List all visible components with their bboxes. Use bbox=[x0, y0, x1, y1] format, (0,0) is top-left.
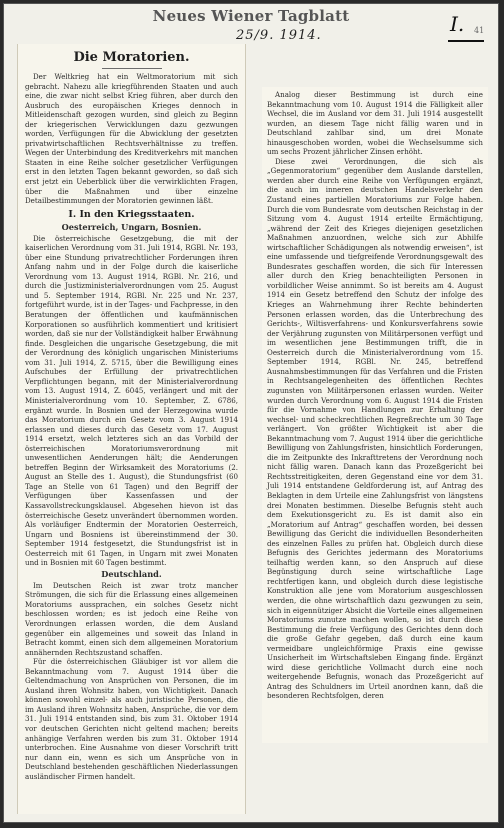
handwritten-date: 25/9. 1914. bbox=[236, 28, 322, 43]
newspaper-masthead: Neues Wiener Tagblatt bbox=[152, 7, 350, 25]
clipping-left-column bbox=[17, 44, 246, 814]
archive-mark-underline bbox=[448, 40, 484, 42]
archive-number: 41 bbox=[474, 26, 485, 35]
right-paragraph-2: Diese zwei Verordnungen, die sich als „Gegenmoratorium“ gegenüber dem Auslande darstellen, werden aber durch eine Reihe von Verfügungen ergänzt, die auch im inneren deutschen Handelsverkehr den Zustand eines partiellen Moratoriums zur Folge haben. Durch die vom Bundesrate vom deutschen Reichstag in der Sitzung vom 4. August 1914 erteilte Ermächtigung, „während der Zeit des Krieges diejenigen gesetzlichen Maßnahmen anzuordnen, welche sich zur Abhilfe wirtschaftlicher Schädigungen als notwendig erweisen“, ist eine umfassende und tiefgreifende Verordnungsgewalt des Bundesrates geschaffen worden, die sich für Interessen aller durch den Krieg benachteiligten Personen in vorbildlicher Weise annimmt. So ist bereits am 4. August 1914 ein Gesetz betreffend den Schutz der infolge des Krieges an Wahrnehmung ihrer Rechte behinderten Personen erlassen worden, das die Unterbrechung des Gerichts-, Wiltisverfahrens- und Konkursverfahrens sowie der Verjährung zugunsten von Militärpersonen verfügt und im wesentlichen jene Bestimmungen trifft, die in Oesterreich durch die Ministerialverordnung vom 15. September 1914, RGBl. Nr. 245, betreffend Ausnahmsbestimmungen für das Verfahren und die Fristen in Rechtsangelegenheiten des öffentlichen Rechtes zugunsten von Militärpersonen erlassen wurden. Weiter wurden durch Verordnung vom 6. August 1914 die Fristen für die Vornahme von Handlungen zur Erhaltung der wechsel- und scheckrechtlichen Regreßrechte um 30 Tage verlängert. Von größter Wichtigkeit ist aber die Bekanntmachung vom 7. August 1914 über die gerichtliche Bewilligung von Zahlungsfristen, hinsichtlich Forderungen, die im Zeitpunkte des Inkrafttretens der Verordnung noch nicht fällig waren. Danach kann das Prozeßgericht bei Rechtsstreitigkeiten, deren Gegenstand eine vor dem 31. Juli 1914 entstandene Geldforderung ist, auf Antrag des Beklagten in dem Urteile eine Zahlungsfrist von längstens drei Monaten bestimmen. Dieselbe Befugnis steht auch dem Exekutionsgericht zu. Es ist damit also ein „Moratorium auf Antrag“ geschaffen worden, bei dessen Bewilligung das Gericht die individuellen Besonderheiten des einzelnen Falles zu prüfen hat. Obgleich durch diese Befugnis des Gerichtes jedermann des Moratoriums teilhaftig werden kann, so den Anspruch auf diese Begünstigung durch seine wirtschaftliche Lage rechtfertigen kann, und obgleich durch diese legistische Konstruktion alle jene vom Moratorium ausgeschlossen werden, die ohne wirtschaftlich dazu gezwungen zu sein, sich in eigennütziger Absicht die Vorteile eines allgemeinen Moratoriums zunutze machen wollen, so ist durch diese Bestimmung die freie Verfügung des Gerichtes denn doch die große Gefahr gegeben, daß durch eine kaum vermeidbare ungleichförmige Praxis eine gewisse Unsicherheit im Wirtschaftsleben Eingang finde. Ergänzt wird diese gerichtliche Vollmacht durch eine noch weitergehende Befugnis, wonach das Prozeßgericht auf Antrag des Schuldners im Urteil anordnen kann, daß die besonderen Rechtsfolgen, deren bbox=[267, 156, 483, 701]
subheading-deutschland: Deutschland. bbox=[101, 568, 162, 579]
section-heading-kriegsstaaten: I. In den Kriegsstaaten. bbox=[68, 208, 195, 220]
intro-paragraph: Der Weltkrieg hat ein Weltmoratorium mit sich gebracht. Nahezu alle kriegführenden Staaten und auch eine, die zwar nicht selbst Krieg führen, aber durch den Ausbruch des europäischen Krieges dennoch in Mitleidenschaft gezogen wurden, sind gleich zu Beginn der kriegerischen Verwicklungen dazu gezwungen worden, Verfügungen für die Abwicklung der gesetzten privatwirtschaftlichen Rechtsverhältnisse zu treffen. Wegen der Unterbindung des Kreditverkehrs mit manchen Staaten in eine Reihe solcher gesetzlicher Verfügungen erst in den letzten Tagen bekannt geworden, so daß sich erst jetzt ein Ueberblick über die verwirklichten Fragen, über die Maßnahmen und über einzelne Detailbestimmungen der Moratorien gewinnen läßt. bbox=[25, 72, 238, 206]
archive-sheet bbox=[3, 3, 499, 823]
subheading-oesterreich: Oesterreich, Ungarn, Bosnien. bbox=[61, 221, 202, 232]
paragraph-deutschland-1: Im Deutschen Reich ist zwar trotz mancher Strömungen, die sich für die Erlassung eines allgemeinen Moratoriums aussprachen, ein solches Gesetz nicht beschlossen worden; es ist jedoch eine Reihe von Verordnungen erlassen worden, die dem Ausland gegenüber ein allgemeines und soweit das Inland in Betracht kommt, einen sich dem allgemeinen Moratorium annähernden Rechtszustand schaffen. bbox=[25, 580, 238, 657]
paragraph-oesterreich: Die österreichische Gesetzgebung, die mit der kaiserlichen Verordnung vom 31. Juli 1914, RGBl. Nr. 193, über eine Stundung privatrechtlicher Forderungen ihren Anfang nahm und in der Folge durch die kaiserliche Verordnung vom 13. August 1914, RGBl. Nr. 216, und durch die Justizministerialverordnungen vom 25. August und 5. September 1914, RGBl. Nr. 225 und Nr. 237, fortgeführt wurde, ist in der Tages- und Fachpresse, in den Beratungen der öffentlichen und kaufmännischen Korporationen so ausführlich kommentiert und kritisiert worden, daß sie nur der Vollständigkeit halber Erwähnung finde. Desgleichen die ungarische Gesetzgebung, die mit der Verordnung des königlich ungarischen Ministeriums vom 31. Juli 1914, Z. 5715, über die Bewilligung eines Aufschubes der Erfüllung der privatrechtlichen Verpflichtungen begann, mit der Ministerialverordnung vom 13. August 1914, Z. 6045, verlängert und mit der Ministerialverordnung vom 10. September, Z. 6786, ergänzt wurde. In Bosnien und der Herzegowina wurde das Moratorium durch ein Gesetz vom 3. August 1914 erlassen und dieses durch das Gesetz vom 17. August 1914 ersetzt, welch letzteres sich an das Vorbild der österreichischen Moratoriumsverordnung mit unwesentlichen Aenderungen hält; die Aenderungen betreffen Beginn der Wirksamkeit des Moratoriums (2. August an Stelle des 1. August), die Stundungsfrist (60 Tage an Stelle von 61 Tagen) und den Begriff der Verfügungen über Kassenfassen und der Kassavollstreckungsklausel. Abgesehen hievon ist das österreichische Gesetz unverändert übernommen worden. Als vorläufiger Endtermin der Moratorien Oesterreich, Ungarn und Bosniens ist übereinstimmend der 30. September 1914 festgesetzt, die Stundungsfrist ist in Oesterreich mit 61 Tagen, in Ungarn mit zwei Monaten und in Bosnien mit 60 Tagen bestimmt. bbox=[25, 233, 239, 568]
right-paragraph-1: Analog dieser Bestimmung ist durch eine Bekanntmachung vom 10. August 1914 die Fälligkeit aller Wechsel, die im Ausland vor dem 31. Juli 1914 ausgestellt wurden, an diesem Tage nicht fällig waren und in Deutschland zahlbar sind, um drei Monate hinausgeschoben worden, wobei die Wechselsumme sich um sechs Prozent jährlicher Zinsen erhöht. bbox=[267, 90, 483, 157]
clipping-right-column bbox=[262, 87, 488, 743]
archive-mark: I. bbox=[450, 12, 465, 36]
paragraph-deutschland-2: Für die österreichischen Gläubiger ist vor allem die Bekanntmachung vom 7. August 1914 über die Geltendmachung von Ansprüchen von Personen, die im Ausland ihren Wohnsitz haben, von Wichtigkeit. Danach können sowohl einzel- als auch juristische Personen, die im Ausland ihren Wohnsitz haben, Ansprüche, die vor dem 31. Juli 1914 entstanden sind, bis zum 31. Oktober 1914 vor deutschen Gerichten nicht geltend machen; bereits anhängige Verfahren werden bis zum 31. Oktober 1914 unterbrochen. Eine Ausnahme von dieser Vorschrift tritt nur dann ein, wenn es sich um Ansprüche von in Deutschland bestehenden geschäftlichen Niederlassungen ausländischer Firmen handelt. bbox=[25, 657, 238, 781]
title-rule bbox=[102, 68, 162, 69]
article-title: Die Moratorien. bbox=[73, 50, 190, 65]
